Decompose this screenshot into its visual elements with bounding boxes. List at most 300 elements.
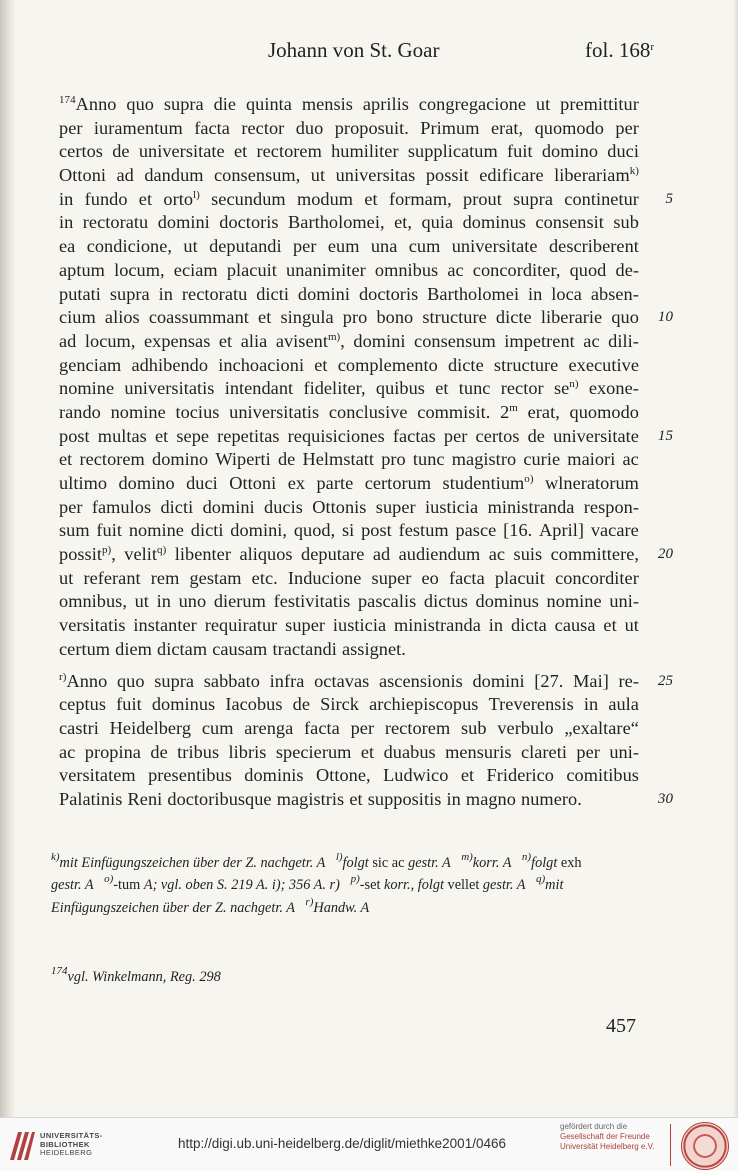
word: duabus — [383, 741, 436, 762]
source-note-text: vgl. Winkelmann, Reg. 298 — [67, 969, 221, 985]
word: erat, — [490, 117, 524, 138]
text-line — [59, 788, 673, 812]
word: rem — [150, 567, 180, 588]
footnote-marker: k) — [51, 851, 60, 863]
permalink-url[interactable]: http://digi.ub.uni-heidelberg.de/diglit/miethke2001/0466 — [178, 1136, 506, 1151]
word: et — [314, 354, 328, 375]
word: velit$^{q)}$ — [124, 544, 167, 565]
word: 2$^m$ — [500, 401, 518, 422]
word: et — [360, 741, 375, 762]
word: adhibendo — [131, 354, 209, 375]
text-line — [59, 377, 639, 401]
word: magistris — [276, 788, 345, 809]
word: modum — [296, 188, 354, 209]
apparatus-text: folgt — [342, 855, 373, 871]
apparatus-text: korr., folgt — [384, 877, 448, 894]
word: eo — [421, 567, 439, 588]
word: dictus — [423, 591, 468, 612]
word: et — [59, 449, 73, 470]
word: libenter — [174, 544, 231, 565]
word: vacare — [590, 520, 639, 541]
word: universitatis — [124, 378, 215, 399]
word: Friderico — [486, 765, 554, 786]
word: requiratur — [204, 615, 278, 636]
footnote-marker: l) — [193, 188, 200, 201]
word: alia — [240, 330, 268, 351]
word: pro — [381, 449, 406, 470]
word: nomine — [128, 520, 184, 541]
word: magistro — [451, 449, 517, 470]
footnote-marker: n) — [521, 851, 532, 863]
word: proposuit. — [334, 117, 409, 138]
library-logo-icon — [8, 1128, 36, 1162]
word: clareti — [520, 741, 567, 762]
word: universitate — [553, 425, 639, 446]
word: et — [435, 378, 449, 399]
word: orto$^{l)}$ — [163, 188, 200, 209]
word: sub — [461, 717, 487, 738]
text-line — [59, 764, 639, 788]
word: re- — [618, 670, 639, 691]
word: commisit. — [417, 401, 491, 422]
word: in — [583, 694, 599, 715]
text-line — [59, 235, 639, 259]
text-line — [59, 519, 639, 543]
word: dicti — [160, 496, 194, 517]
word: ut — [59, 567, 74, 588]
word: deputandi — [209, 236, 282, 257]
word: et — [349, 788, 363, 809]
word: supra — [109, 283, 150, 304]
word: post — [361, 520, 392, 541]
running-header — [268, 38, 654, 66]
word: ac — [59, 741, 76, 762]
word: tractandi — [272, 638, 337, 659]
word: ministranda — [487, 496, 575, 517]
word: ad — [116, 165, 134, 186]
text-line — [59, 93, 639, 117]
apparatus-text: korr. A — [472, 855, 522, 871]
word: fuit — [96, 520, 123, 541]
word: doctoribusque — [167, 788, 272, 809]
word: super — [371, 567, 412, 588]
word: ac — [488, 544, 506, 565]
word: wlneratorum — [545, 473, 639, 493]
word: comitibus — [566, 765, 639, 786]
word: per — [59, 496, 83, 517]
footnote-marker: p) — [101, 544, 112, 557]
line-number: 25 — [657, 672, 673, 689]
sponsor-line-3: Universität Heidelberg e.V. — [560, 1142, 655, 1151]
word: duci — [186, 473, 218, 493]
word: expensas — [143, 330, 211, 351]
word: ut — [183, 236, 198, 257]
word: consensum — [414, 330, 496, 351]
word: super — [375, 496, 416, 517]
word: octavas — [314, 670, 370, 691]
word: magno — [465, 788, 516, 809]
word: quod — [569, 259, 607, 280]
word: Mai] — [573, 670, 609, 691]
word: gestam — [189, 567, 242, 588]
word: dierum — [213, 591, 266, 612]
apparatus-text: exh — [560, 855, 582, 871]
word: universitate — [451, 236, 538, 257]
apparatus-text: -set — [359, 877, 384, 894]
word: quia — [421, 212, 454, 233]
word: tunc — [412, 449, 445, 470]
word: tunc — [458, 378, 491, 399]
footnote-marker: q) — [157, 544, 167, 557]
word: Bartholomei — [427, 283, 520, 304]
word: de — [292, 694, 310, 715]
word: Ottoni — [59, 165, 107, 186]
line-number: 5 — [665, 190, 673, 207]
word: Ottoni — [229, 473, 277, 493]
word: diem — [115, 638, 152, 659]
word: dili- — [608, 330, 639, 351]
text-line — [59, 496, 639, 520]
word: placuit — [494, 567, 545, 588]
word: quo — [116, 670, 145, 691]
library-name-line-2: BIBLIOTHEK — [40, 1139, 90, 1149]
word: [16. — [503, 520, 533, 541]
word: iusticia — [332, 615, 387, 636]
word: absen- — [590, 283, 639, 304]
word: structure — [422, 307, 487, 328]
word: domini — [297, 283, 351, 304]
word: iuramentum — [93, 117, 183, 138]
word: instanter — [133, 615, 197, 636]
word: curie — [523, 449, 561, 470]
word: ac — [622, 449, 639, 470]
word: Primum — [420, 117, 480, 138]
word: una — [370, 236, 398, 257]
word: loca — [551, 283, 582, 304]
word: in — [158, 283, 173, 304]
footnote-marker: o) — [524, 473, 534, 485]
word: ex — [287, 473, 306, 493]
word: domini — [202, 496, 255, 517]
word: mensuris — [445, 741, 512, 762]
word: tocius — [175, 401, 220, 422]
text-line — [59, 472, 639, 496]
text-line — [59, 717, 639, 741]
word: mensis — [301, 94, 353, 114]
word: aliquos — [239, 544, 293, 565]
word: sub — [613, 212, 639, 233]
word: ut — [624, 615, 639, 636]
word: domini — [472, 670, 525, 691]
word: Palatinis — [59, 788, 123, 809]
word: archiepiscopus — [369, 694, 479, 715]
word: uni- — [609, 741, 639, 762]
word: domino — [118, 473, 175, 493]
footnote-marker: r) — [59, 670, 67, 683]
footnote-marker: m) — [327, 330, 341, 343]
footnote-marker: r) — [305, 895, 314, 908]
line-number: 20 — [657, 546, 673, 563]
sponsor-text — [560, 1122, 654, 1152]
word: in — [59, 212, 74, 233]
text-line — [59, 211, 639, 235]
folio-reference — [585, 38, 654, 63]
word: et — [364, 188, 378, 209]
word: rectoratu — [82, 212, 149, 233]
word: impetrent — [504, 330, 575, 351]
source-note — [51, 965, 221, 986]
text-line — [59, 164, 639, 188]
word: per — [443, 425, 468, 446]
word: possit$^{p)}$, — [59, 544, 116, 565]
word: domino — [541, 141, 599, 162]
word: respon- — [583, 496, 639, 517]
word: sabbato — [203, 670, 260, 691]
word: describerent — [548, 236, 639, 257]
word: aula — [608, 694, 639, 715]
word: supplicatum — [407, 141, 498, 162]
word: post — [59, 425, 90, 446]
word: intendant — [224, 378, 294, 399]
apparatus-text: folgt — [531, 855, 561, 871]
library-name — [40, 1132, 103, 1158]
word: Wiperti — [215, 449, 271, 470]
word: specierum — [275, 741, 352, 762]
word: pascalis — [357, 591, 417, 612]
word: quo — [126, 94, 154, 114]
word: dicti — [256, 283, 289, 304]
footnote-marker: m — [509, 401, 518, 414]
word: ac — [583, 330, 600, 351]
word: executive — [568, 354, 639, 375]
word: rando — [59, 401, 101, 422]
text-line — [59, 741, 639, 765]
apparatus-text: gestr. A — [408, 855, 462, 871]
word: cium — [59, 307, 96, 328]
word: humiliter — [331, 141, 399, 162]
word: fundo — [84, 188, 128, 209]
word: ceptus — [59, 694, 107, 715]
word: et — [233, 141, 248, 162]
word: de — [112, 141, 130, 162]
folio-side: r — [650, 41, 654, 53]
word: consensit — [535, 212, 604, 233]
word: ultimo — [59, 473, 108, 493]
word: in — [446, 788, 461, 809]
word: in — [59, 188, 74, 209]
text-line — [59, 693, 639, 717]
word: nomine — [110, 401, 166, 422]
word: universitate — [138, 141, 225, 162]
word: $^{r)}$Anno — [59, 670, 108, 691]
word: tribus — [177, 741, 220, 762]
word: die — [213, 94, 237, 114]
word: cum — [408, 236, 441, 257]
footer-divider — [670, 1124, 671, 1166]
word: pasce — [455, 520, 497, 541]
word: studentium$^{o)}$ — [442, 473, 534, 493]
footnote-marker: 174 — [59, 94, 76, 106]
word: castri — [59, 717, 99, 738]
word: placuit — [226, 259, 277, 280]
word: inchoacioni — [218, 354, 305, 375]
word: infra — [269, 670, 305, 691]
apparatus-text: Einfügungszeichen über der Z. nachgetr. A — [51, 899, 306, 916]
word: condicione, — [86, 236, 173, 257]
word: de — [150, 741, 168, 762]
word: formam, — [388, 188, 452, 209]
word: duo — [295, 117, 324, 138]
word: locum, — [84, 330, 136, 351]
footnote-marker: l) — [335, 851, 343, 863]
word: referant — [83, 567, 141, 588]
word: et, — [394, 212, 412, 233]
word: cum — [201, 717, 234, 738]
apparatus-text: -tum — [113, 877, 144, 894]
word: erat, — [527, 401, 560, 422]
text-line — [59, 283, 639, 307]
word: Helmstatt — [302, 449, 375, 470]
word: fuit — [507, 141, 533, 162]
word: libris — [228, 741, 267, 762]
word: domino — [152, 449, 209, 470]
word: ut — [310, 165, 326, 186]
line-number: 30 — [657, 790, 673, 807]
text-line — [59, 590, 639, 614]
word: Iacobus — [225, 694, 283, 715]
sponsor-line-2: Gesellschaft der Freunde — [560, 1132, 650, 1141]
apparatus-text: mit Einfügungszeichen über der Z. nachgetr. A — [59, 855, 336, 871]
word: Ottone, — [315, 765, 371, 786]
word: singula — [280, 307, 334, 328]
word: ad — [372, 544, 391, 565]
word: arenga — [244, 717, 294, 738]
word: facta — [194, 117, 230, 138]
word: putati — [59, 283, 101, 304]
word: omnibus, — [59, 591, 127, 612]
word: fideliter, — [303, 378, 366, 399]
text-line — [59, 401, 639, 425]
word: de- — [615, 259, 639, 280]
word: in — [488, 615, 504, 636]
word: universitatis — [229, 401, 320, 422]
word: nomine — [546, 591, 602, 612]
word: dicti — [190, 520, 224, 541]
line-number: 10 — [657, 309, 673, 326]
page-edge — [733, 0, 738, 1117]
apparatus-text: sic ac — [372, 855, 409, 871]
footnote-marker: m) — [461, 851, 473, 863]
word: super — [285, 615, 326, 636]
word: Ludwico — [383, 765, 449, 786]
word: Sirck — [320, 694, 359, 715]
footnote-marker: p) — [350, 873, 360, 886]
word: exone- — [588, 378, 639, 399]
word: propina — [84, 741, 141, 762]
word: repetitas — [217, 425, 280, 446]
footnote-marker: q) — [536, 873, 546, 886]
word: Inducione — [287, 567, 362, 588]
word: bono — [376, 307, 414, 328]
apparatus-text: A; vgl. oben S. 219 A. i); 356 A. r) — [143, 877, 351, 894]
word: audiendum — [398, 544, 481, 565]
word: iusticia — [425, 496, 479, 517]
word: versitatem — [59, 765, 136, 786]
word: et — [218, 330, 233, 351]
word: eum — [327, 236, 360, 257]
word: quibus — [375, 378, 425, 399]
word: structure — [493, 354, 559, 375]
apparatus-line — [51, 852, 631, 874]
word: ut — [134, 591, 149, 612]
word: ut — [535, 94, 551, 114]
word: quomodo — [534, 117, 604, 138]
word: „exaltare“ — [564, 717, 639, 738]
word: dictam — [157, 638, 208, 659]
word: festivitatis — [273, 591, 351, 612]
word: versitatis — [59, 615, 126, 636]
word: premittitur — [560, 94, 639, 114]
text-line — [59, 188, 673, 212]
word: doctoris — [358, 283, 419, 304]
apparatus-line — [51, 874, 631, 896]
word: ad — [59, 330, 77, 351]
text-line — [59, 306, 673, 330]
word: April] — [539, 520, 585, 541]
word: dominis — [244, 765, 304, 786]
word: de — [527, 425, 545, 446]
word: rectorem — [384, 717, 451, 738]
text-line — [59, 140, 639, 164]
word: sum — [59, 520, 90, 541]
word: supra — [154, 670, 195, 691]
word: causa — [554, 615, 596, 636]
word: facta — [304, 717, 340, 738]
word: certum — [59, 638, 111, 659]
word: genciam — [59, 354, 122, 375]
word: causam — [212, 638, 268, 659]
word: verbulo — [497, 717, 554, 738]
word: dominus — [475, 591, 539, 612]
word: dicte — [447, 354, 484, 375]
sponsor-line-1: gefördert durch die — [560, 1122, 628, 1131]
word: in — [156, 591, 171, 612]
text-line — [59, 448, 639, 472]
word: factas — [392, 425, 436, 446]
word: ascensionis — [378, 670, 463, 691]
word: dominus — [462, 212, 526, 233]
word: uno — [178, 591, 207, 612]
word: suppositis — [367, 788, 442, 809]
word: per — [292, 236, 317, 257]
word: quinta — [245, 94, 292, 114]
line-number: 15 — [657, 427, 673, 444]
word: coassummant — [148, 307, 249, 328]
footer-bar — [0, 1117, 738, 1171]
word: consensum, — [214, 165, 301, 186]
header-title: Johann von St. Goar — [268, 38, 440, 62]
main-text — [59, 93, 673, 812]
word: parte — [316, 473, 354, 493]
word: concorditer, — [472, 259, 561, 280]
text-line — [59, 354, 639, 378]
apparatus-text: gestr. A — [482, 877, 536, 894]
word: dominus — [151, 694, 216, 715]
word: sepe — [176, 425, 210, 446]
word: in — [528, 283, 543, 304]
text-line — [59, 670, 673, 694]
text-line — [59, 425, 673, 449]
